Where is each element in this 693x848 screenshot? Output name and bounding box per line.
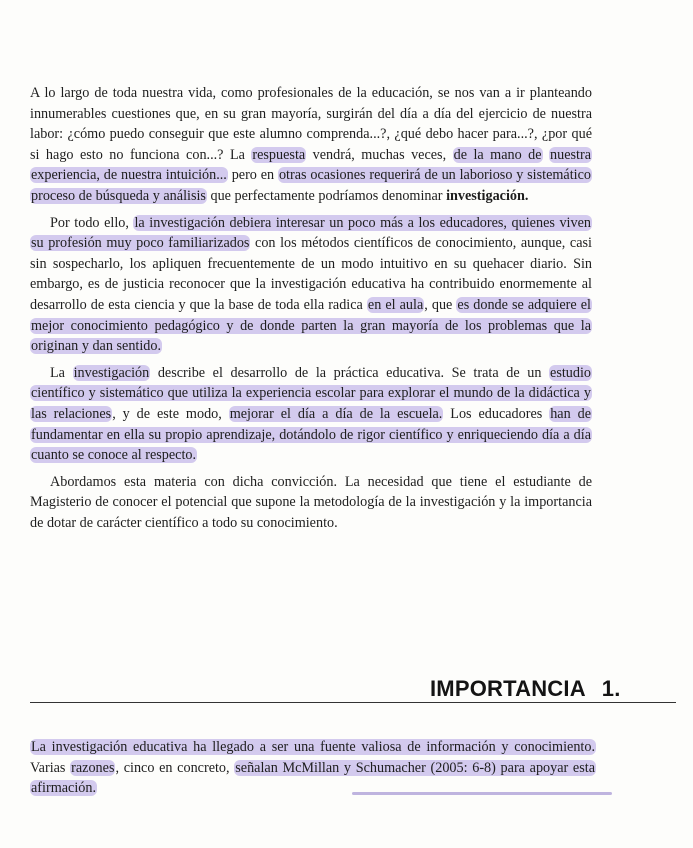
highlighted-text: investigación bbox=[73, 364, 150, 381]
paragraph-4 bbox=[30, 472, 592, 534]
highlighted-text: estudio científico y sistemático que utiliza la experiencia escolar para explorar el mundo de la didáctica y las relaciones bbox=[31, 364, 591, 422]
text-run: Por todo ello, bbox=[50, 214, 134, 231]
highlighted-text: señalan McMillan y Schumacher (2005: 6-8) para apoyar esta afirmación. bbox=[31, 759, 595, 797]
text-run: La bbox=[50, 364, 73, 381]
section-text bbox=[30, 737, 596, 799]
text-run: describe el desarrollo de la práctica educativa. Se trata de un bbox=[150, 364, 550, 381]
highlighted-text: razones bbox=[71, 759, 115, 776]
highlighted-text: La investigación educativa ha llegado a ser una fuente valiosa de información y conocimiento. bbox=[31, 739, 595, 755]
highlighted-text: nuestra experiencia, de nuestra intuición... bbox=[31, 146, 592, 184]
text-run: A lo largo de toda nuestra vida, como profesionales de la educación, se nos van a ir planteando innumerables cuestiones que, en su gran mayoría, surgirán del día a día del ejercicio de nuestra labor: ¿cómo puedo conseguir que este alumno comprenda...?, ¿qué debo hacer para...?, ¿por qué si hago esto no funciona con...? La bbox=[30, 85, 592, 163]
text-run: , cinco en concreto, bbox=[115, 759, 235, 776]
highlighted-text: mejorar el día a día de la escuela. bbox=[229, 405, 443, 422]
text-run: con los métodos científicos de conocimiento, aunque, casi sin sospecharlo, los apliquen frecuentemente de un modo intuitivo en su quehacer diario. Sin embargo, es de justicia reconocer que la investigación educativa ha contribuido enormemente al desarrollo de esta ciencia y que la base de toda ella radica bbox=[30, 235, 592, 313]
text-run: vendrá, muchas veces, bbox=[306, 146, 453, 163]
highlighted-text: la investigación debiera interesar un poco más a los educadores, quienes viven su profesión muy poco familiarizados bbox=[31, 214, 591, 252]
highlighted-text: es donde se adquiere el mejor conocimiento pedagógico y de donde parten la gran mayoría de los problemas que la originan y dan sentido. bbox=[31, 296, 591, 355]
text-run: pero en bbox=[227, 167, 278, 184]
paragraph-1 bbox=[30, 83, 592, 207]
text-run: Abordamos esta materia con dicha convicción. La necesidad que tiene el estudiante de Magisterio de conocer el potencial que supone la metodología de la investigación y la importancia de dotar de carácter científico a todo su conocimiento. bbox=[30, 473, 592, 531]
bold-term: investigación. bbox=[446, 187, 529, 204]
section-paragraph bbox=[30, 737, 596, 799]
text-run: que perfectamente podríamos denominar bbox=[206, 187, 447, 204]
section-divider bbox=[30, 702, 676, 703]
highlighted-text: han de fundamentar en ella su propio aprendizaje, dotándolo de rigor científico y enriqueciendo día a día cuanto se conoce al respecto. bbox=[31, 405, 591, 464]
highlighted-text: en el aula bbox=[367, 296, 424, 313]
paragraph-2 bbox=[30, 213, 592, 357]
paragraph-3 bbox=[30, 363, 592, 466]
highlighted-text: respuesta bbox=[252, 146, 306, 163]
text-run: , que bbox=[424, 296, 457, 313]
section-number: 1. bbox=[601, 676, 621, 701]
text-run: Varias bbox=[30, 759, 71, 776]
highlighter-underline-mark bbox=[352, 792, 612, 795]
highlighted-text: otras ocasiones requerirá de un laborioso y sistemático proceso de búsqueda y análisis bbox=[31, 167, 591, 204]
section-title: IMPORTANCIA bbox=[430, 676, 586, 701]
text-run: , y de este modo, bbox=[112, 405, 229, 422]
text-run: Los educadores bbox=[443, 405, 550, 422]
highlighted-text: de la mano de bbox=[453, 146, 542, 163]
body-text bbox=[30, 83, 592, 539]
section-heading bbox=[430, 676, 621, 702]
